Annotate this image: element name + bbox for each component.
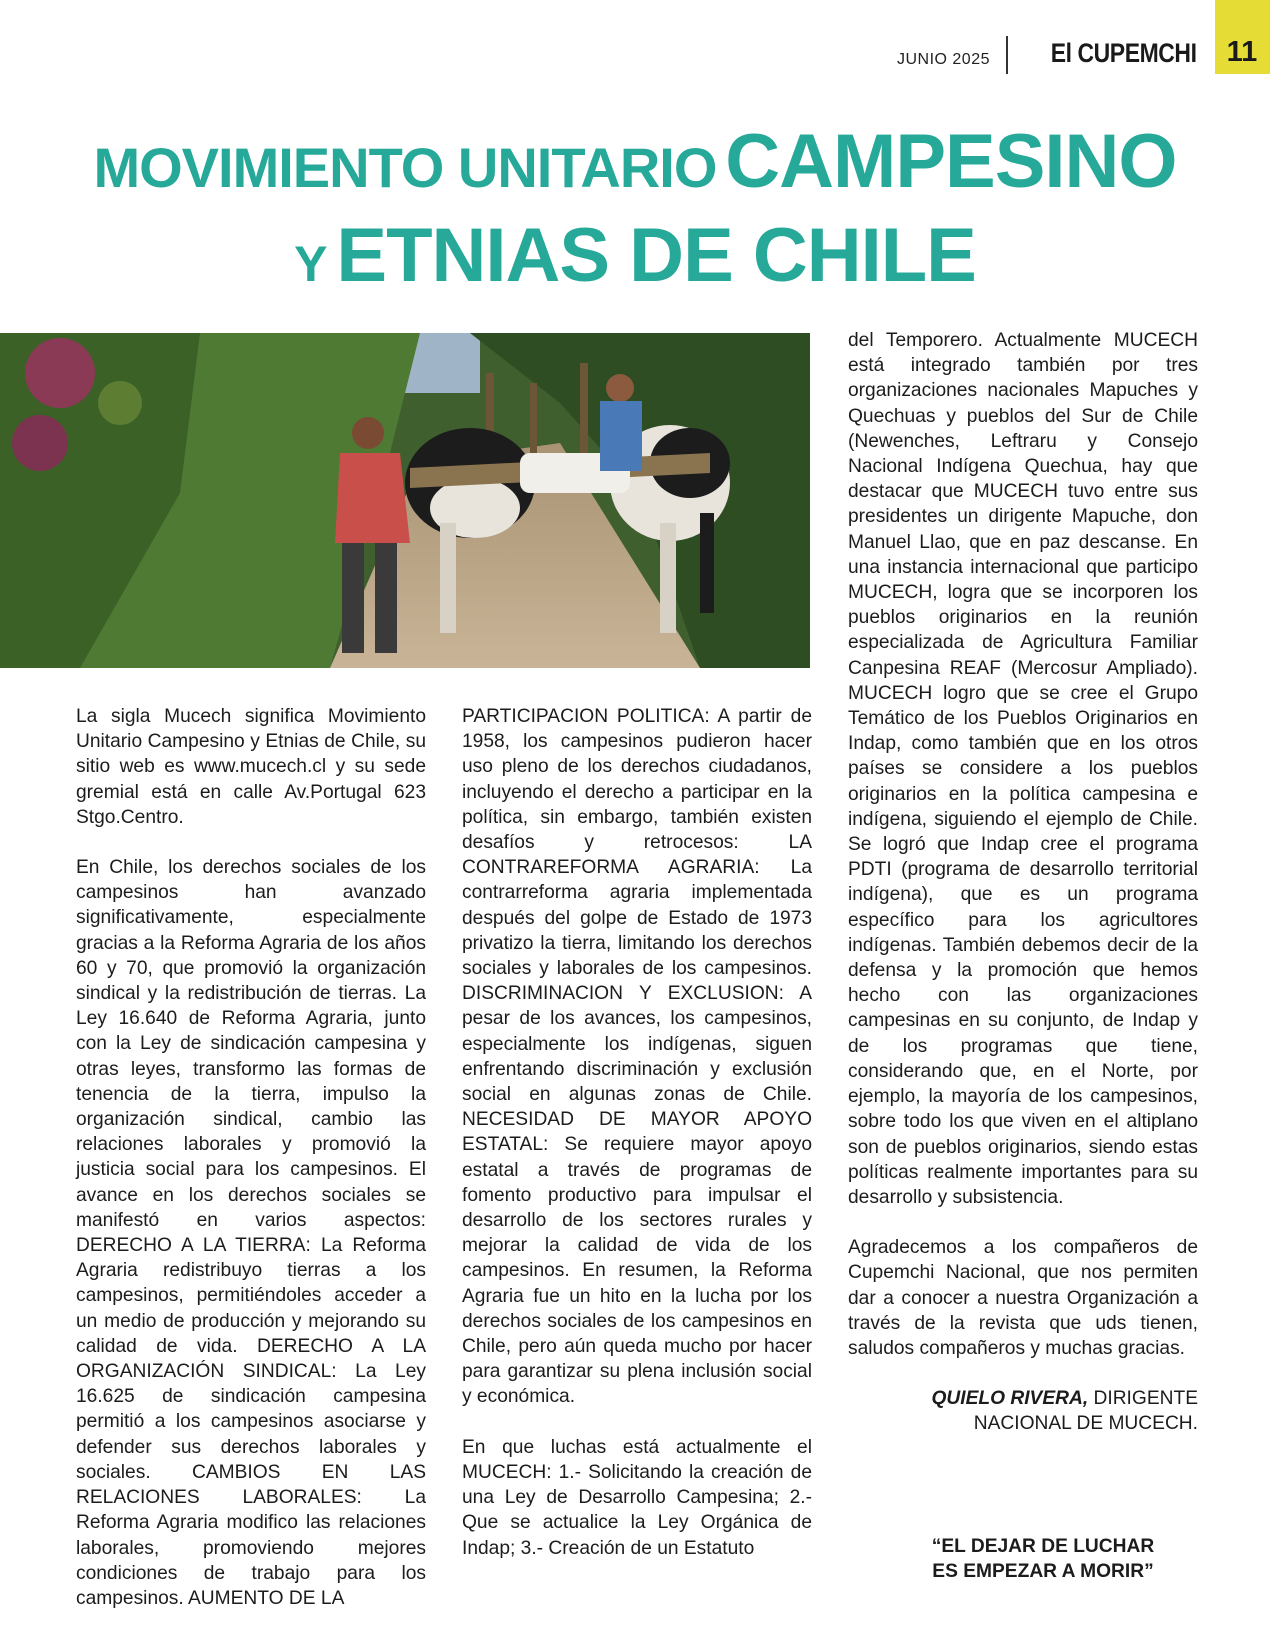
- article-column-1: [76, 704, 426, 1636]
- paragraph: del Temporero. Actualmente MUCECH está integrado también por tres organizaciones nacionales Mapuches y Quechuas y pueblos del Sur de Chile (Newenches, Leftraru y Consejo Nacional Indígena Quechua, hay que destacar que MUCECH tuvo entre sus presidentes un dirigente Mapuche, don Manuel Llao, que en paz descanse. En una instancia internacional que participo MUCECH, logra que se incorporen los pueblos originarios en la reunión especializada de Agricultura Familiar Canpesina REAF (Mercosur Ampliado). MUCECH logro que se cree el Grupo Temático de los Pueblos Originarios en Indap, como también que en los otros países se considere a los pueblos originarios en la política campesina e indígena, siguiendo el ejemplo de Chile. Se logró que Indap cree el programa PDTI (programa de desarrollo territorial indígena), que es un programa específico para los agricultores indígenas. También debemos decir de la defensa y la promoción que hemos hecho con las organizaciones campesinas en su conjunto, de Indap y de los programas que tiene, considerando que, en el Norte, por ejemplo, la mayoría de los campesinos, sobre todo los que viven en el altiplano son de pueblos originarios, siendo estas políticas realmente importantes para su desarrollo y subsistencia.: [848, 330, 1198, 1208]
- closing-quote: [848, 1534, 1198, 1584]
- page-number: 11: [1226, 36, 1258, 68]
- article-title-line1: [0, 118, 1270, 205]
- issue-date: JUNIO 2025: [896, 51, 990, 68]
- title-small-text: Y: [294, 236, 328, 292]
- magazine-name: El CUPEMCHI: [1051, 38, 1197, 68]
- signature-role-line2: NACIONAL DE MUCECH.: [973, 1413, 1198, 1435]
- signature: [848, 1386, 1198, 1436]
- header-divider: [1006, 36, 1008, 74]
- page-number-box: [1215, 0, 1270, 74]
- title-small-text: MOVIMIENTO UNITARIO: [93, 136, 717, 199]
- page-header: [850, 0, 1270, 74]
- article-title-line2: [0, 212, 1270, 299]
- article-column-3: [848, 328, 1198, 1462]
- paragraph: Agradecemos a los compañeros de Cupemchi Nacional, que nos permiten dar a conocer a nuestra Organización a través de la revista que uds tienen, saludos compañeros y muchas gracias.: [848, 1237, 1198, 1359]
- signature-role: DIRIGENTE: [1093, 1388, 1198, 1410]
- quote-line: ES EMPEZAR A MORIR”: [932, 1561, 1154, 1582]
- article-column-2: [462, 704, 812, 1586]
- paragraph: En Chile, los derechos sociales de los campesinos han avanzado significativamente, especialmente gracias a la Reforma Agraria de los años 60 y 70, que promovió la organización sindical y la redistribución de tierras. La Ley 16.640 de Reforma Agraria, junto con la Ley de sindicación campesina y otras leyes, transformo las formas de tenencia de la tierra, impulso la organización sindical, cambio las relaciones laborales y promovió la justicia social para los campesinos. El avance en los derechos sociales se manifestó en varios aspectos: DERECHO A LA TIERRA: La Reforma Agraria redistribuyo tierras a los campesinos, permitiéndoles acceder a un medio de producción y mejorando su calidad de vida. DERECHO A LA ORGANIZACIÓN SINDICAL: La Ley 16.625 de sindicación campesina permitió a los campesinos asociarse y defender sus derechos laborales y sociales. CAMBIOS EN LAS RELACIONES LABORALES: La Reforma Agraria modifico las relaciones laborales, promoviendo mejores condiciones de trabajo para los campesinos. AUMENTO DE LA: [76, 857, 426, 1609]
- quote-line: “EL DEJAR DE LUCHAR: [931, 1536, 1155, 1557]
- paragraph: PARTICIPACION POLITICA: A partir de 1958, los campesinos pudieron hacer uso pleno de los derechos ciudadanos, incluyendo el derecho a participar en la política, sin embargo, también existen desafíos y retrocesos: LA CONTRAREFORMA AGRARIA: La contrarreforma agraria implementada después del golpe de Estado de 1973 privatizo la tierra, limitando los derechos sociales y laborales de los campesinos. DISCRIMINACION Y EXCLUSION: A pesar de los avances, los campesinos, especialmente los indígenas, siguen enfrentando discriminación y exclusión social en algunas zonas de Chile. NECESIDAD DE MAYOR APOYO ESTATAL: Se requiere mayor apoyo estatal a través de programas de fomento productivo para impulsar el desarrollo de los sectores rurales y mejorar la calidad de vida de los campesinos. En resumen, la Reforma Agraria fue un hito en la lucha por los derechos sociales de los campesinos en Chile, pero aún queda mucho por hacer para garantizar su plena inclusión social y económica.: [462, 706, 812, 1408]
- title-large-text: ETNIAS DE CHILE: [336, 213, 976, 298]
- photo-illustration: [0, 333, 810, 668]
- title-large-text: CAMPESINO: [725, 119, 1177, 204]
- paragraph: La sigla Mucech significa Movimiento Unitario Campesino y Etnias de Chile, su sitio web es www.mucech.cl y su sede gremial está en calle Av.Portugal 623 Stgo.Centro.: [76, 706, 426, 828]
- paragraph: En que luchas está actualmente el MUCECH: 1.- Solicitando la creación de una Ley de Desarrollo Campesina; 2.- Que se actualice la Ley Orgánica de Indap; 3.- Creación de un Estatuto: [462, 1436, 812, 1559]
- signature-name: QUIELO RIVERA,: [931, 1388, 1089, 1410]
- article-photo: [0, 333, 810, 668]
